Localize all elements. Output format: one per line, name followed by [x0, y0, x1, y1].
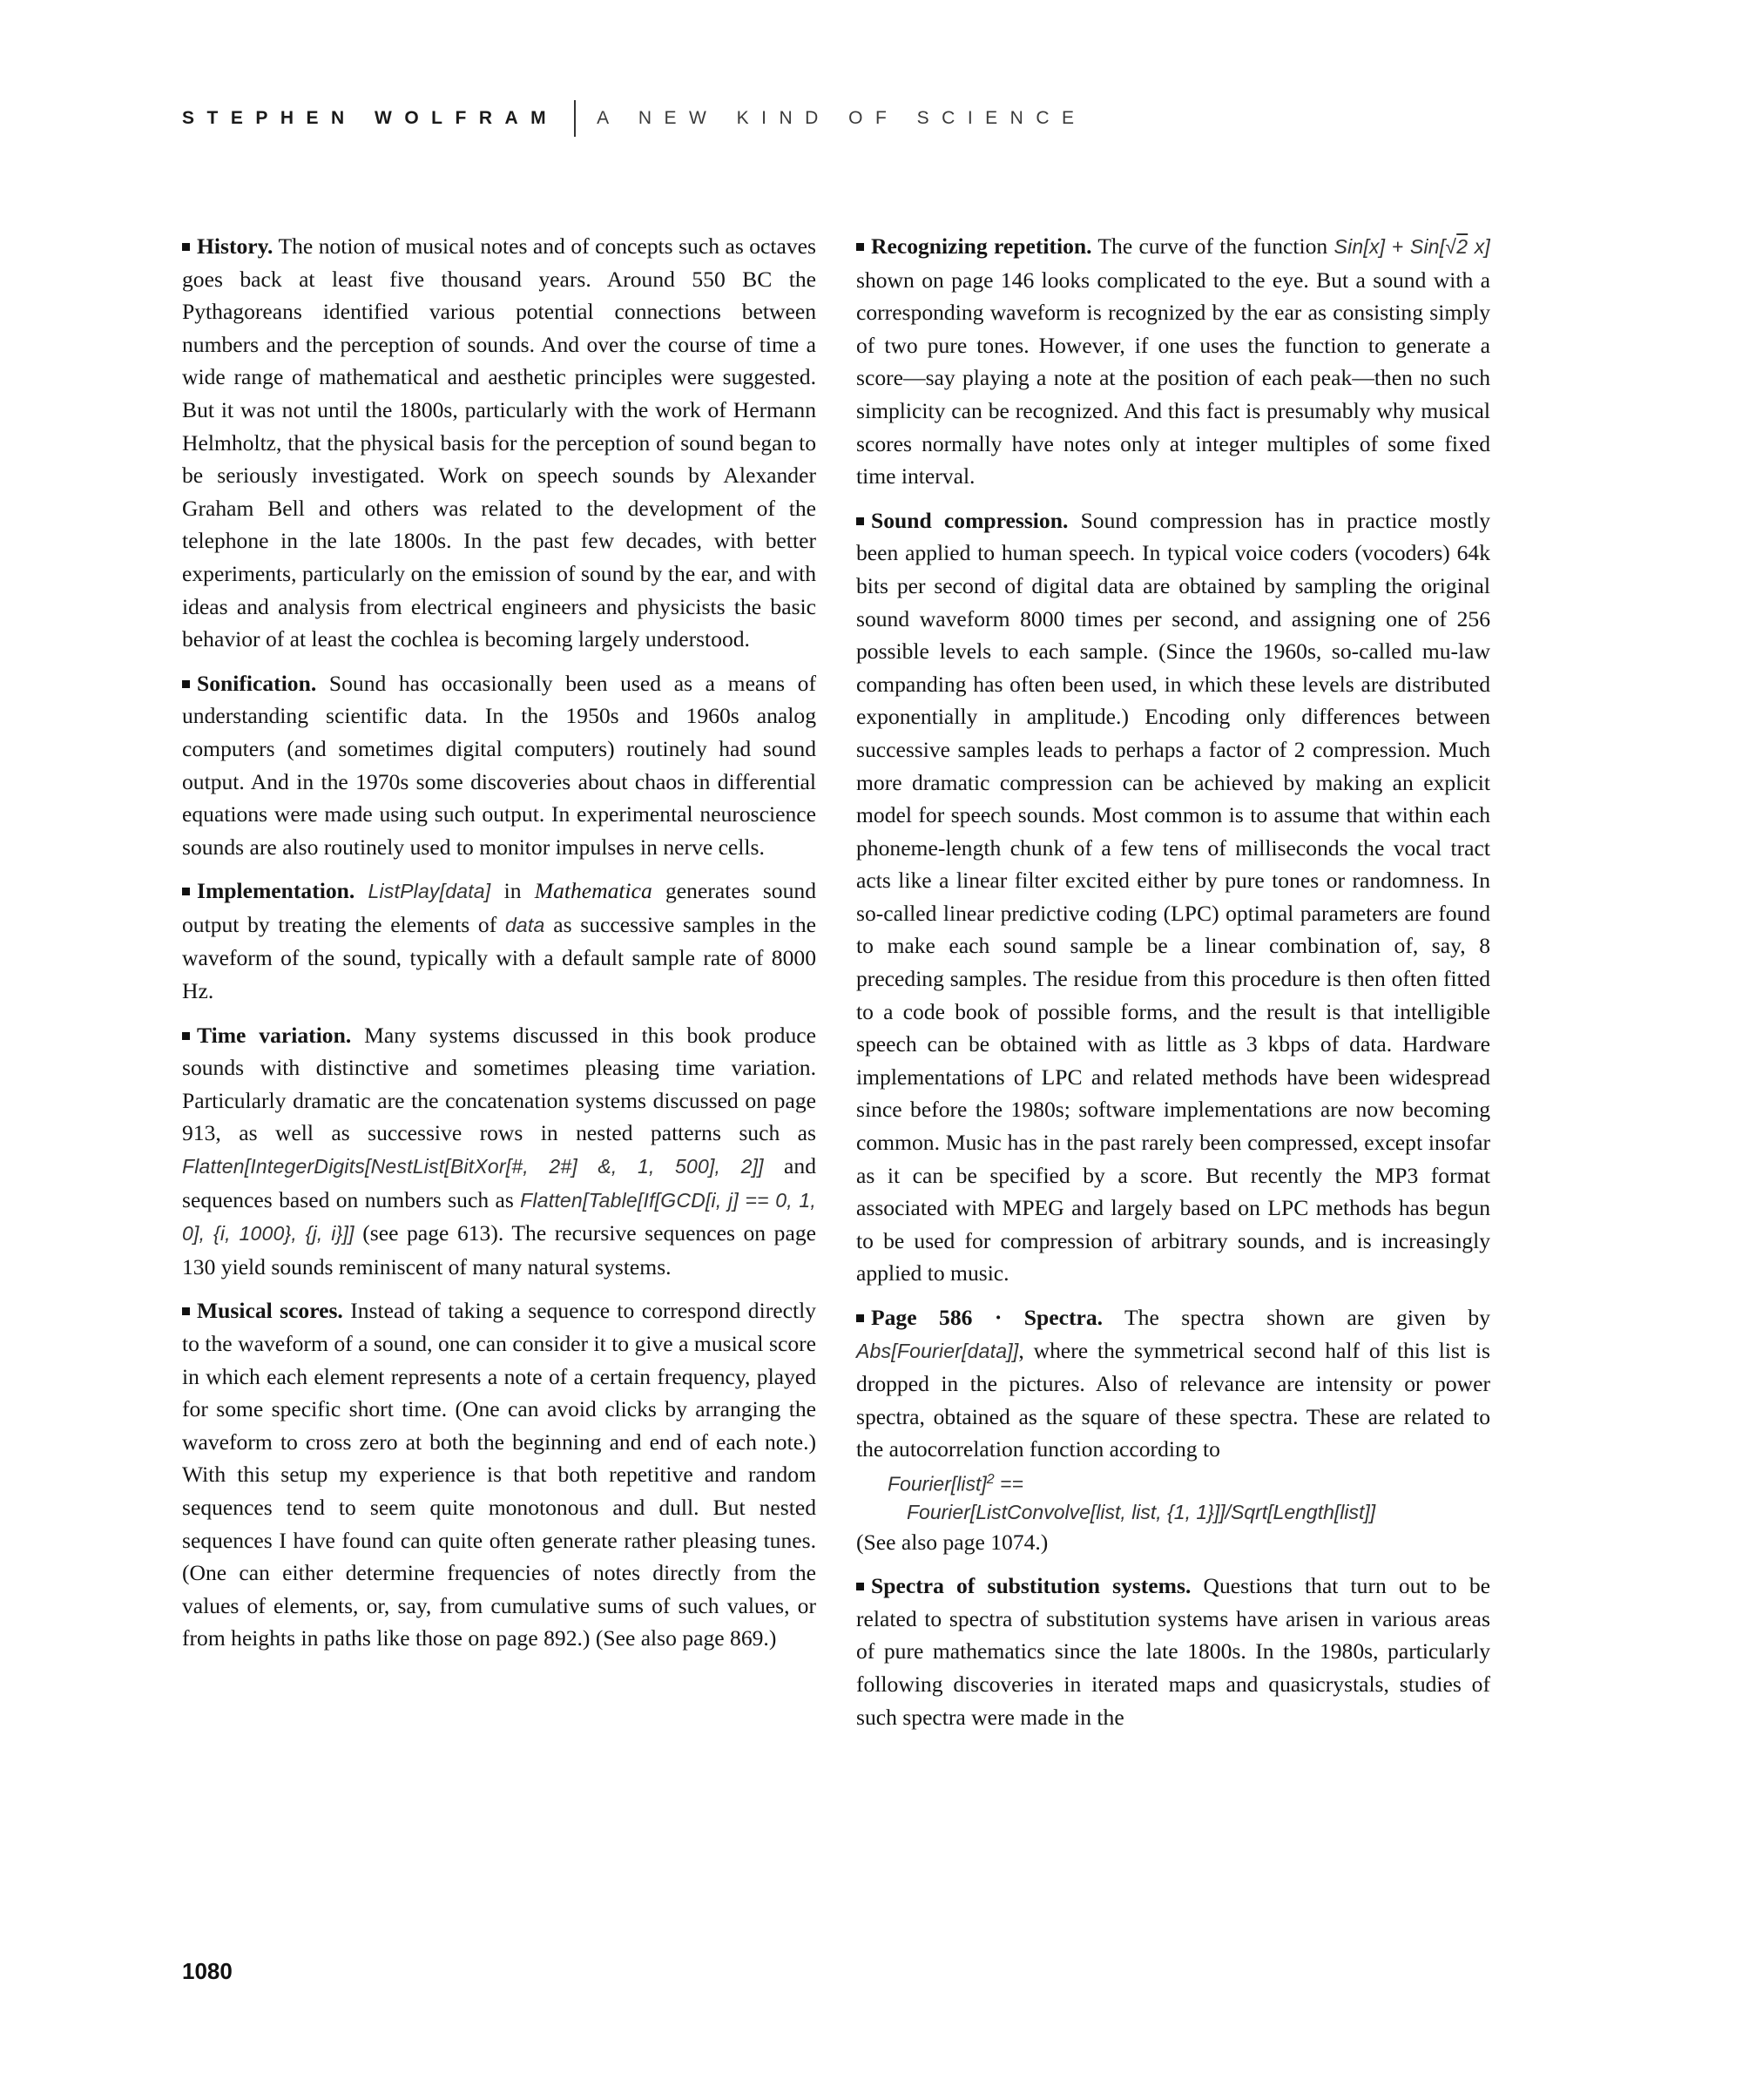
note-text: shown on page 146 looks complicated to the eye. But a sound with a corresponding waveform is recognized by the ear as consisting simply of two pure tones. However, if one uses the function to generate a score—say playing a note at the position of each peak—then no such simplicity can be recognized. And this fact is presumably why musical scores normally have notes only at integer multiples of some fixed time interval. [856, 267, 1490, 490]
note-sound-compression [856, 504, 1490, 1290]
bullet-icon [856, 1583, 864, 1590]
note-text: generates sound output by treating the elements of [182, 878, 816, 937]
note-musical-scores [182, 1294, 816, 1655]
note-heading: Musical scores. [197, 1298, 343, 1324]
note-implementation [182, 874, 816, 1007]
formula-autocorrelation [856, 1466, 1490, 1526]
note-sonification [182, 667, 816, 864]
note-text: Many systems discussed in this book produce sounds with distinctive and sometimes pleasing time variation. Particularly dramatic are the concatenation systems discussed on page 913, as well as successive rows in nested patterns such as [182, 1022, 816, 1146]
note-history [182, 230, 816, 656]
note-time-variation [182, 1019, 816, 1284]
note-text: , where the symmetrical second half of this list is dropped in the pictures. Also of relevance are intensity or power spectra, obtained as the square of these spectra. These are related to the autocorrelation function according to [856, 1337, 1490, 1462]
note-text: The notion of musical notes and of concepts such as octaves goes back at least five thousand years. Around 550 BC the Pythagoreans identified various potential connections between numbers and the perception of sounds. And over the course of time a wide range of mathematical and aesthetic principles were suggested. But it was not until the 1800s, particularly with the work of Hermann Helmholtz, that the physical basis for the perception of sound began to be seriously investigated. Work on speech sounds by Alexander Graham Bell and others was related to the development of the telephone in the late 1800s. In the past few decades, with better experiments, particularly on the emission of sound by the ear, and with ideas and analysis from electrical engineers and physicists the basic behavior of at least the cochlea is becoming largely understood. [182, 233, 816, 652]
note-heading: Sonification. [197, 670, 317, 696]
bullet-icon [856, 517, 864, 525]
note-heading: Implementation. [197, 878, 355, 904]
running-head [182, 99, 1087, 138]
note-heading: History. [197, 233, 273, 259]
sqrt-icon: √ [1445, 235, 1457, 258]
bullet-icon [182, 1307, 190, 1315]
note-text: Sound compression has in practice mostly been applied to human speech. In typical voice coders (vocoders) 64k bits per second of digital data are obtained by sampling the original sound waveform 8000 times per second, and assigning one of 256 possible levels to each sample. (Since the 1960s, so-called mu-law companding has often been used, in which these levels are distributed exponentially in amplitude.) Encoding only differences between successive samples leads to perhaps a factor of 2 compression. Much more dramatic compression can be achieved by making an explicit model for speech sounds. Most common is to assume that within each phoneme-length chunk of a few tens of milliseconds the vocal tract acts like a linear filter excited either by pure tones or randomness. In so-called linear predictive coding (LPC) optimal parameters are found to make each sound sample be a linear combination of, say, 8 preceding samples. The residue from this procedure is then often fitted to a code book of possible forms, and the result is that intelligible speech can be obtained with as little as 3 kbps of data. Hardware implementations of LPC and related methods have been widespread since before the 1980s; software implementations are now becoming common. Music has in the past rarely been compressed, except insofar as it can be specified by a score. But recently the MP3 format associated with MPEG and largely based on LPC methods has begun to be used for compression of arbitrary sounds, and is increasingly applied to music. [856, 507, 1490, 1286]
formula-line-2: Fourier[ListConvolve[list, list, {1, 1}]]/Sqrt[Length[list]] [907, 1500, 1376, 1523]
bullet-icon [182, 243, 190, 251]
code-gcd-table: Flatten[Table[If[GCD[i, j] == 0, 1, 0], {i, 1000}, {j, i}]] [182, 1188, 816, 1246]
note-text: Sound has occasionally been used as a means of understanding scientific data. In the 1950s and 1960s analog computers (and sometimes digital computers) routinely had sound output. And in the 1970s some discoveries about chaos in differential equations were made using such output. In experimental neuroscience sounds are also routinely used to monitor impulses in nerve cells. [182, 670, 816, 860]
note-text: as successive samples in the waveform of the sound, typically with a default sample rate of 8000 Hz. [182, 911, 816, 1004]
note-text: Instead of taking a sequence to correspond directly to the waveform of a sound, one can consider it to give a musical score in which each element represents a note of a certain frequency, played for some specific short time. (One can avoid clicks by arranging the waveform to cross zero at both the beginning and end of each note.) With this setup my experience is that both repetitive and random sequences tend to seem quite monotonous and dull. But nested sequences I have found can quite often generate rather pleasing tunes. (One can either determine frequencies of notes directly from the values of elements, or, say, from cumulative sums of such values, or from heights in paths like those on page 892.) (See also page 869.) [182, 1298, 816, 1651]
note-heading: Recognizing repetition. [871, 233, 1092, 259]
code-abs-fourier: Abs[Fourier[data]] [856, 1339, 1019, 1362]
note-page-586-spectra [856, 1301, 1490, 1558]
running-head-book-title: A NEW KIND OF SCIENCE [597, 108, 1087, 128]
formula-line-1: Fourier[list]$^2$ == [888, 1471, 1023, 1496]
note-heading: Page 586 · Spectra. [871, 1305, 1104, 1330]
code-nested-pattern: Flatten[IntegerDigits[NestList[BitXor[#, 2#] &, 1, 500], 2]] [182, 1155, 764, 1178]
running-head-divider [574, 100, 576, 137]
note-text: Questions that turn out to be related to spectra of substitution systems have arisen in various areas of pure mathematics since the late 1800s. In the 1980s, particularly following discoveries in iterated maps and quasicrystals, studies of such spectra were made in the [856, 1573, 1490, 1730]
bullet-icon [856, 1314, 864, 1322]
note-recognizing-repetition [856, 230, 1490, 493]
bullet-icon [182, 888, 190, 895]
bullet-icon [182, 680, 190, 688]
code-data: data [504, 913, 545, 936]
note-heading: Time variation. [197, 1022, 352, 1048]
note-heading: Sound compression. [871, 507, 1069, 533]
code-listplay: ListPlay[data] [368, 880, 491, 903]
note-text: (see page 613). The recursive sequences on page 130 yield sounds reminiscent of many natural systems. [182, 1220, 816, 1280]
left-column [182, 230, 816, 1666]
right-column [856, 230, 1490, 1745]
page-number: 1080 [182, 1958, 233, 1984]
running-head-author: STEPHEN WOLFRAM [182, 108, 559, 128]
note-heading: Spectra of substitution systems. [871, 1573, 1192, 1599]
note-text: in [503, 878, 522, 904]
software-name: Mathematica [534, 878, 652, 904]
code-sin-function: Sin[x] + Sin[√2 x] [1334, 235, 1490, 258]
note-text: and sequences based on numbers such as [182, 1153, 816, 1212]
bullet-icon [856, 243, 864, 251]
note-text: (See also page 1074.) [856, 1529, 1049, 1555]
note-spectra-substitution [856, 1570, 1490, 1733]
note-text: The spectra shown are given by [1124, 1305, 1490, 1330]
bullet-icon [182, 1032, 190, 1040]
note-text: The curve of the function [1097, 233, 1328, 259]
